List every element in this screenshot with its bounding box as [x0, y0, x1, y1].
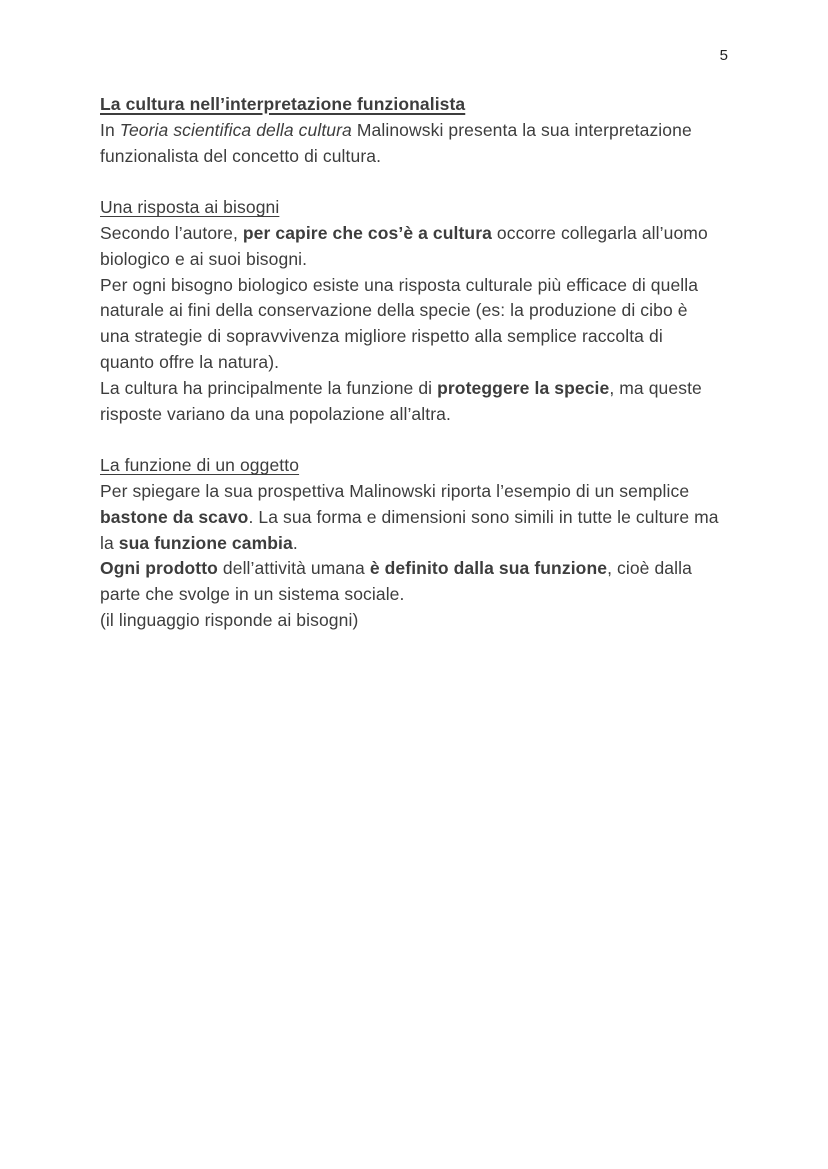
text-run: occorre collegarla all’uomo biologico e ai suoi bisogni.: [100, 222, 708, 269]
text-run: Teoria scientifica della cultura: [119, 119, 352, 140]
text-run: è definito dalla sua funzione: [369, 558, 608, 579]
text-run: La cultura ha principalmente la funzione di: [100, 377, 438, 398]
section-heading: La cultura nell’interpretazione funzionalista: [100, 94, 466, 114]
text-run: , ma queste risposte variano da una popolazione all’altra.: [100, 377, 702, 424]
paragraph: [100, 376, 720, 428]
text-run: Secondo l’autore,: [100, 222, 243, 243]
section: [100, 453, 720, 634]
text-run: .: [292, 532, 298, 553]
paragraph: [100, 556, 720, 608]
page-number: 5: [719, 47, 728, 64]
section-heading: Una risposta ai bisogni: [100, 197, 280, 218]
text-run: . La sua forma e dimensioni sono simili in tutte le culture ma la: [100, 506, 719, 553]
text-run: proteggere la specie: [437, 377, 610, 398]
text-run: Malinowski presenta la sua interpretazione funzionalista del concetto di cultura.: [100, 119, 692, 166]
text-run: Ogni prodotto: [100, 558, 218, 579]
section: [100, 92, 720, 169]
text-run: bastone da scavo: [100, 506, 249, 527]
text-run: per capire che cos’è a cultura: [242, 222, 492, 243]
section: [100, 195, 720, 427]
paragraph: [100, 608, 720, 634]
text-run: dell’attività umana: [217, 558, 370, 579]
text-run: , cioè dalla parte che svolge in un sistema sociale.: [100, 558, 692, 605]
text-run: (il linguaggio risponde ai bisogni): [100, 609, 359, 630]
section-heading: La funzione di un oggetto: [100, 455, 300, 476]
paragraph: [100, 221, 720, 273]
text-run: In: [100, 119, 120, 140]
paragraph: [100, 479, 720, 556]
text-run: sua funzione cambia: [118, 532, 293, 553]
text-run: Per ogni bisogno biologico esiste una risposta culturale più efficace di quella naturale ai fini della conservazione della specie (es: la produzione di cibo è una strategie di sopravvivenza migliore rispetto alla semplice raccolta di quanto offre la natura).: [100, 274, 699, 372]
text-run: Per spiegare la sua prospettiva Malinowski riporta l’esempio di un semplice: [100, 480, 690, 501]
document-body: [100, 92, 720, 660]
paragraph: [100, 273, 720, 376]
paragraph: [100, 118, 720, 170]
